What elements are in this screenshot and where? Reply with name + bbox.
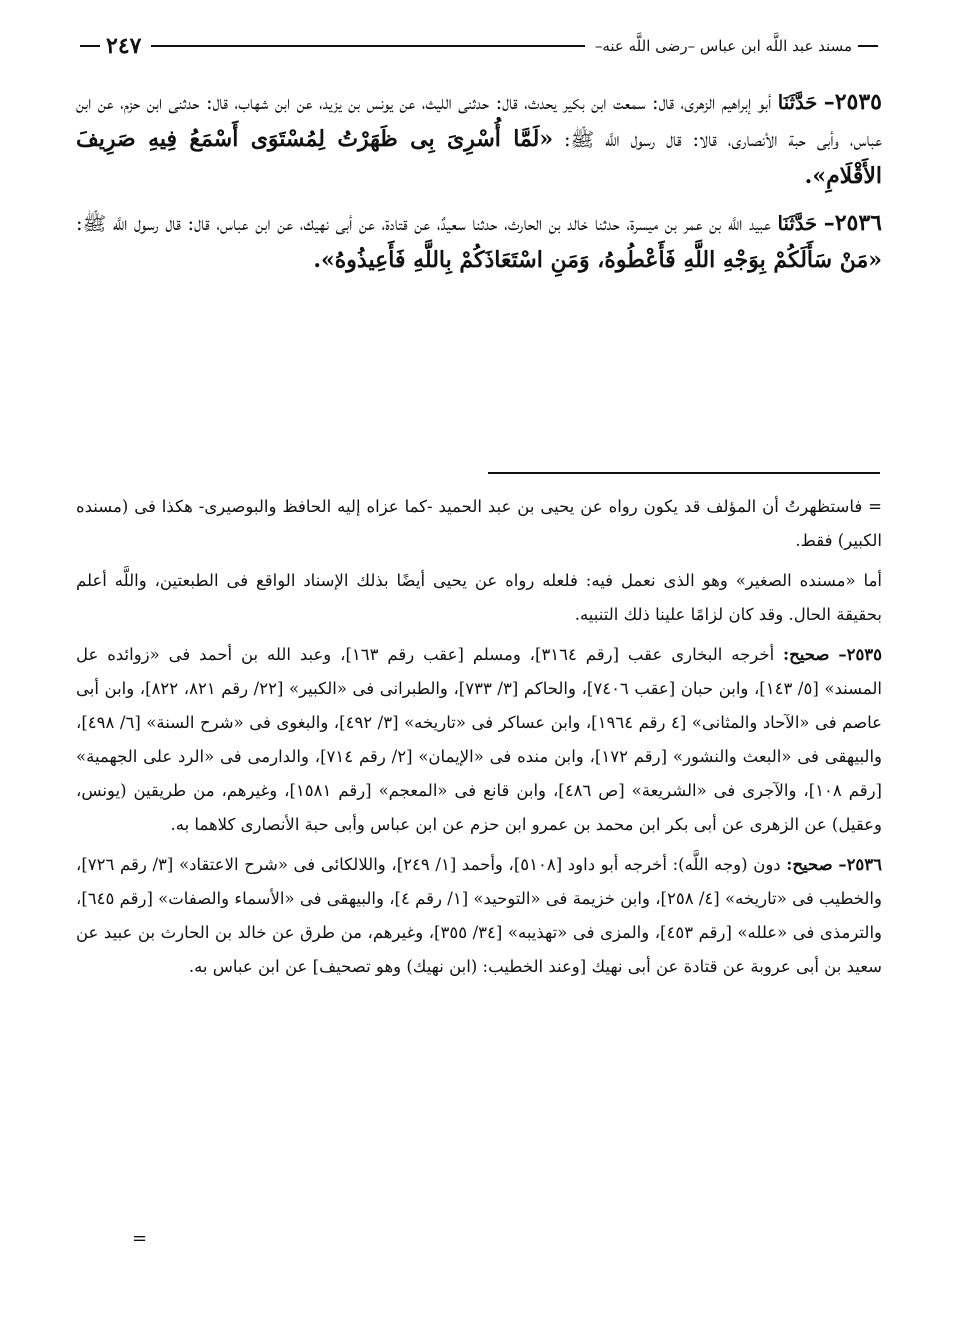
footnote-2535: [76, 638, 882, 842]
running-header: [74, 28, 884, 64]
footnote-grade: صحيح:: [783, 645, 830, 664]
footnote-text: دون (وجه اللَّه): أخرجه أبو داود [٥١٠٨]، وأحمد [١/ ٢٤٩]، واللالكائى فى «شرح الاعتقاد» [٣/ رقم ٧٢٦]، والخطيب فى «تاريخه» [٤/ ٢٥٨]، وابن خزيمة فى «التوحيد» [١/ رقم ٤]، والبيهقى فى «الأسماء والصفات» [رقم ٦٤٥]، والترمذى فى «علله» [رقم ٤٥٣]، والمزى فى «تهذيبه» [٣٤/ ٣٥٥]، وغيرهم، من طرق عن خالد بن الحارث بن عبيد عن سعيد بن أبى عروبة عن قتادة عن أبى نهيك [وعند الخطيب: (ابن نهيك) وهو تصحيف] عن ابن عباس به.: [76, 855, 882, 976]
footnote-2536: [76, 848, 882, 984]
footnotes: [76, 490, 882, 990]
hadith-number: ٢٥٣٦–: [823, 210, 882, 236]
footnote-grade: صحيح:: [786, 855, 833, 874]
header-title: مسند عبد اللَّه ابن عباس –رضى اللَّه عنه–: [594, 37, 852, 55]
hadith-chain: أبو إبراهيم الزهرى، قال: سمعت ابن بكير يحدث، قال: حدثنى الليث، عن يونس بن يزيد، عن ابن شهاب، قال: حدثنى ابن حزم، عن ابن عباس، وأبى حبة الأنصارى، قالا: قال رسول اللَّه ﷺ:: [76, 91, 883, 151]
hadith-2535: [76, 84, 882, 195]
header-dash-left: [80, 45, 100, 47]
footnote-text: أما «مسنده الصغير» وهو الذى نعمل فيه: فلعله رواه عن يحيى أيضًا بذلك الإسناد الواقع فى الطبعتين، واللَّه أعلم بحقيقة الحال. وقد كان لزامًا علينا ذلك التنبيه.: [76, 571, 882, 624]
hadith-quote: «لَمَّا أُسْرِىَ بِى ظَهَرْتُ لِمُسْتَوَى أَسْمَعُ فِيهِ صَرِيفَ الأَقْلَامِ».: [76, 126, 882, 189]
continuation-mark: =: [132, 1228, 148, 1249]
hadith-list: [76, 84, 882, 289]
hadith-phrase: حَدَّثَنَا: [777, 212, 818, 235]
footnote-separator: [488, 472, 880, 474]
footnote-text: أخرجه البخارى عقب [رقم ٣١٦٤]، ومسلم [عقب رقم ١٦٣]، وعبد الله بن أحمد فى «زوائده عل المسند» [٥/ ١٤٣]، وابن حبان [عقب ٧٤٠٦]، والحاكم [٣/ ٧٣٣]، والطبرانى فى «الكبير» [٢٢/ رقم ٨٢١، ٨٢٢]، وابن أبى عاصم فى «الآحاد والمثانى» [٤ رقم ١٩٦٤]، وابن عساكر فى «تاريخه» [٣/ ٤٩٢]، والبغوى فى «شرح السنة» [٦/ ٤٩٨]، والبيهقى فى «البعث والنشور» [رقم ١٧٢]، وابن منده فى «الإيمان» [٢/ رقم ٧١٤]، والدارمى فى «الرد على الجهمية» [رقم ١٠٨]، والآجرى فى «الشريعة» [ص ٤٨٦]، وابن قانع فى «المعجم» [رقم ١٥٨١]، وغيرهم، من طريقين (يونس، وعقيل) عن الزهرى عن أبى بكر ابن محمد بن عمرو ابن حزم عن ابن عباس وأبى حبة الأنصارى كلاهما به.: [76, 645, 883, 834]
hadith-chain: عبيد اللَّه بن عمر بن ميسرة، حدثنا خالد بن الحارث، حدثنا سعيدٌ، عن قتادة، عن أبى نهيك، عن ابن عباس، قال: قال رسول اللَّه ﷺ:: [76, 212, 771, 235]
hadith-number: ٢٥٣٥–: [823, 89, 882, 115]
hadith-quote: «مَنْ سَأَلَكُمْ بِوَجْهِ اللَّهِ فَأَعْطُوهُ، وَمَنِ اسْتَعَاذَكُمْ بِاللَّهِ فَأَعِيذُوهُ».: [313, 247, 882, 273]
footnote-number: ٢٥٣٥–: [838, 645, 883, 664]
header-rule: [151, 45, 584, 47]
footnote-remark: [76, 564, 882, 632]
footnote-number: ٢٥٣٦–: [838, 855, 883, 874]
page-number: ٢٤٧: [106, 33, 142, 59]
hadith-2536: [76, 205, 882, 279]
hadith-phrase: حَدَّثَنَا: [777, 91, 818, 114]
header-dash-right: [858, 45, 878, 47]
footnote-text: = فاستظهرتُ أن المؤلف قد يكون رواه عن يحيى بن عبد الحميد -كما عزاه إليه الحافظ والبوصيرى- هكذا فى (مسنده الكبير) فقط.: [76, 497, 882, 550]
footnote-continuation: [76, 490, 882, 558]
